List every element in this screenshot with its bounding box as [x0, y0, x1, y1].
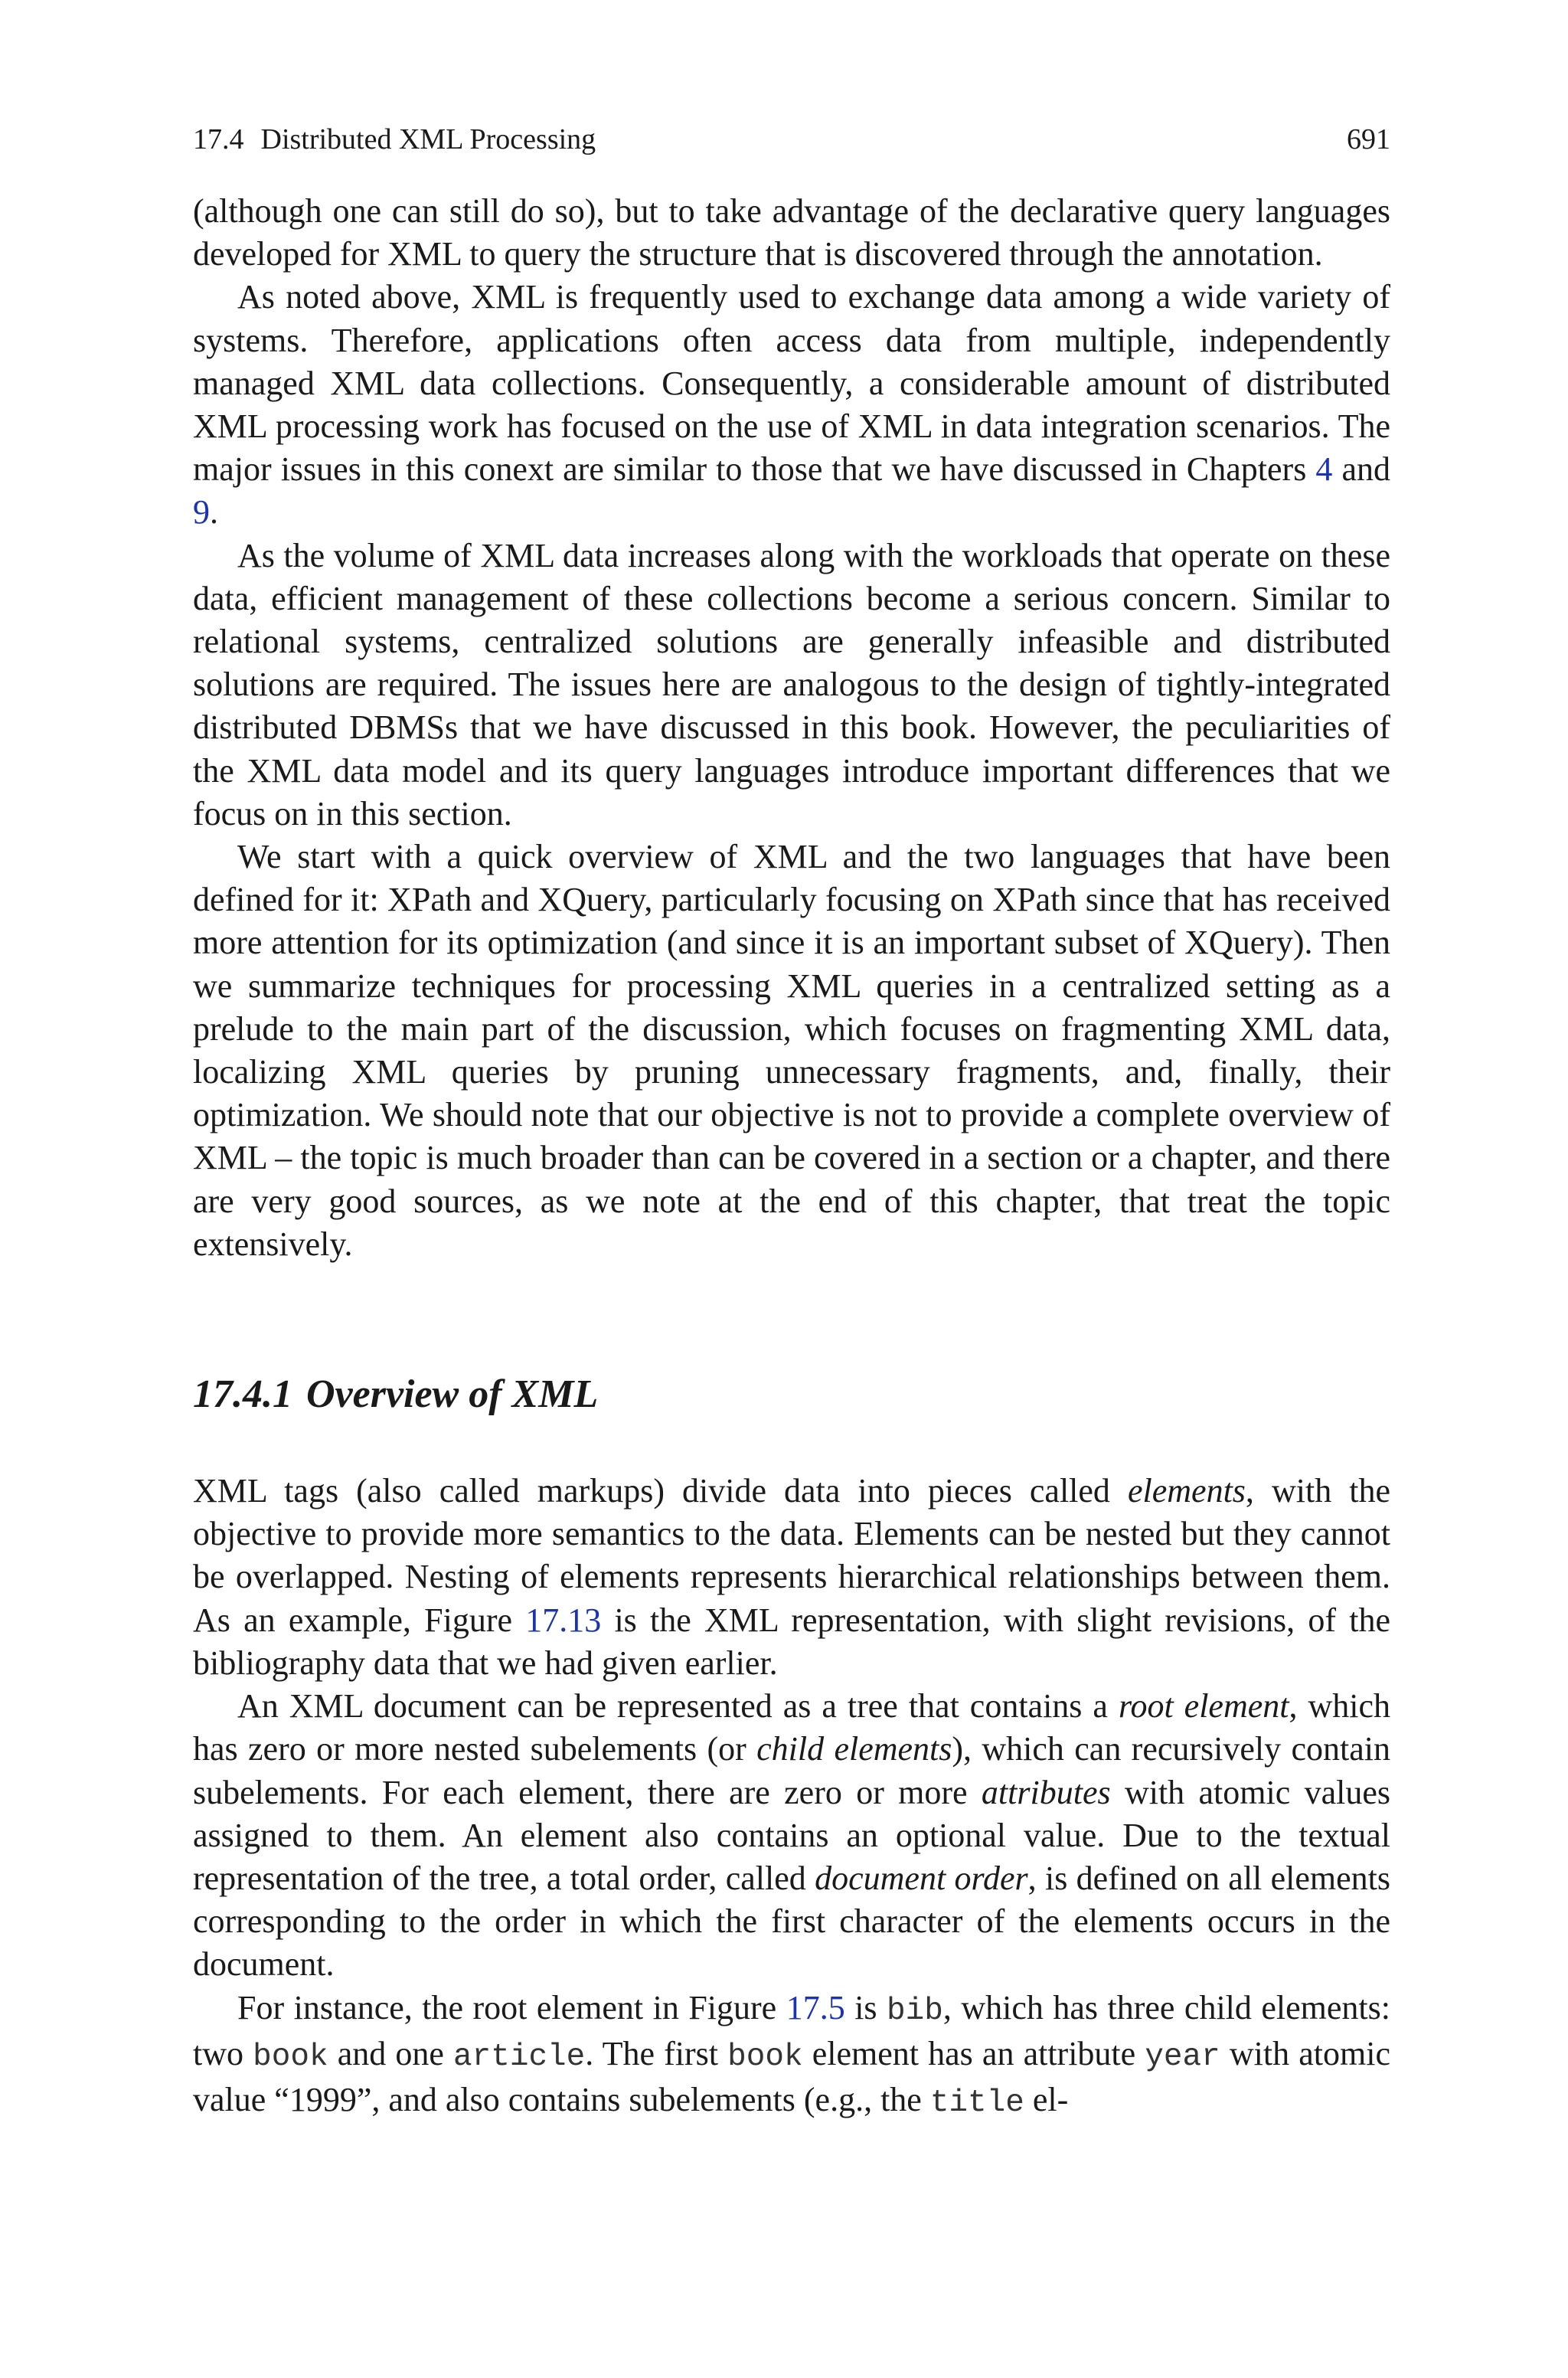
figure-17-5-link[interactable]: 17.5	[786, 1988, 845, 2026]
code-bib: bib	[887, 1993, 943, 2029]
term-document-order: document order	[815, 1859, 1028, 1897]
page-number: 691	[1347, 123, 1390, 155]
paragraph-1: (although one can still do so), but to take advantage of the declarative query languages developed for XML to query the structure that is discovered through the annotation.	[193, 192, 1390, 273]
chapter-9-link[interactable]: 9	[193, 493, 210, 532]
code-article: article	[453, 2039, 586, 2075]
paragraph-7-text-f: element has an attribute	[802, 2034, 1145, 2072]
paragraph-5-text-b: , with the objective to provide more semantics to the data. Elements can be nested but they cannot be overlapped. Nesting of elements represents hierarchical relationships between them. As an example, Figure	[193, 1472, 1391, 1639]
code-title: title	[929, 2085, 1024, 2121]
paragraph-6-text-d: with atomic values assigned to them. An element also contains an optional value. Due to the textual representation of the tree, a total order, called	[193, 1773, 1390, 1897]
term-elements: elements	[1127, 1472, 1246, 1510]
paragraph-7-text-g: with atomic value “1999”, and also contains subelements (e.g., the	[193, 2034, 1390, 2118]
paragraph-2	[193, 276, 1390, 534]
chapter-4-link[interactable]: 4	[1315, 450, 1333, 489]
paragraph-2-text: As noted above, XML is frequently used to exchange data among a wide variety of systems. Therefore, applications often access data from multiple, independently managed XML data collections. Consequently, a considerable amount of distributed XML processing work has focused on the use of XML in data integration scenarios. The major issues in this conext are similar to those that we have discussed in Chapters	[193, 278, 1390, 489]
paragraph-7-text-a: For instance, the root element in Figure	[237, 1988, 786, 2026]
paragraph-2-and: and	[1332, 450, 1390, 489]
running-head-section	[193, 121, 596, 158]
paragraph-7-text-b: is	[844, 1988, 887, 2026]
paragraph-3: As the volume of XML data increases along with the workloads that operate on these data, efficient management of these collections become a serious concern. Similar to relational systems, centralized solutions are generally infeasible and distributed solutions are required. The issues here are analogous to the design of tightly-integrated distributed DBMSs that we have discussed in this book. However, the peculiarities of the XML data model and its query languages introduce important differences that we focus on in this section.	[193, 536, 1390, 832]
paragraph-7-text-c: , which has three child elements: two	[193, 1988, 1390, 2072]
term-child-elements: child elements	[756, 1730, 952, 1768]
running-head-section-number: 17.4	[193, 123, 244, 155]
paragraph-6-text-a: An XML document can be represented as a tree that contains a	[237, 1687, 1119, 1725]
section-title: Overview of XML	[306, 1372, 599, 1417]
paragraph-5	[193, 1470, 1390, 1685]
paragraph-6-text-c: ), which can recursively contain subelements. For each element, there are zero or more	[193, 1730, 1390, 1811]
paragraph-7-text-h: el-	[1024, 2080, 1069, 2118]
figure-17-13-link[interactable]: 17.13	[525, 1601, 602, 1639]
code-year: year	[1145, 2039, 1220, 2075]
code-book: book	[253, 2039, 328, 2075]
section-heading	[193, 1370, 1390, 1419]
paragraph-5-text-c: is the XML representation, with slight revisions, of the bibliography data that we had given earlier.	[193, 1601, 1390, 1682]
paragraph-6	[193, 1685, 1390, 1986]
running-head	[193, 121, 1390, 158]
paragraph-6-text-e: , is defined on all elements corresponding to the order in which the first character of the elements occurs in the document.	[193, 1859, 1390, 1984]
running-head-section-title: Distributed XML Processing	[260, 123, 596, 155]
paragraph-6-text-b: , which has zero or more nested subelements (or	[193, 1687, 1391, 1768]
paragraph-2-end: .	[210, 493, 218, 532]
term-attributes: attributes	[981, 1773, 1111, 1811]
paragraph-5-text-a: XML tags (also called markups) divide data into pieces called	[193, 1472, 1128, 1510]
code-book-2: book	[727, 2039, 803, 2075]
section-number: 17.4.1	[193, 1372, 292, 1417]
book-page	[193, 121, 1390, 2124]
paragraph-4: We start with a quick overview of XML and the two languages that have been defined for it: XPath and XQuery, particularly focusing on XPath since that has received more attention for its optimization (and since it is an important subset of XQuery). Then we summarize techniques for processing XML queries in a centralized setting as a prelude to the main part of the discussion, which focuses on fragmenting XML data, localizing XML queries by pruning unnecessary fragments, and, finally, their optimization. We should note that our objective is not to provide a complete overview of XML – the topic is much broader than can be covered in a section or a chapter, and there are very good sources, as we note at the end of this chapter, that treat the topic extensively.	[193, 838, 1390, 1263]
paragraph-7-text-e: . The first	[585, 2034, 728, 2072]
body-text-top	[193, 190, 1390, 1266]
paragraph-7-text-d: and one	[328, 2034, 454, 2072]
term-root-element: root element	[1118, 1687, 1289, 1725]
body-text-section	[193, 1470, 1390, 2124]
paragraph-7	[193, 1987, 1390, 2125]
